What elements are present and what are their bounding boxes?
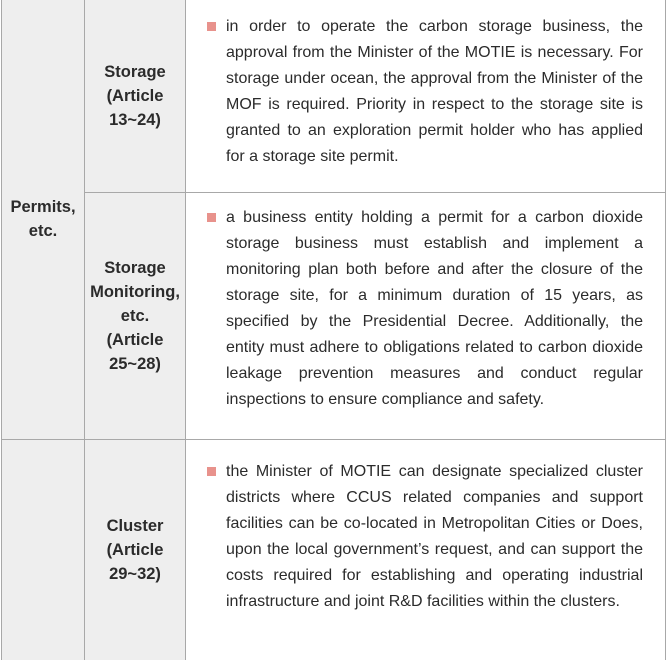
table-row (2, 192, 666, 439)
permits-category-cell (2, 0, 85, 439)
subcategory-label-line: 13~24) (109, 110, 161, 129)
cluster-description-cell (186, 439, 666, 660)
list-item (206, 459, 643, 615)
description-text: a business entity holding a permit for a carbon dioxide storage business must establish and implement a monitoring plan both before and after the closure of the storage site, for a minimum duration of 15 years, as specified by the Presidential Decree. Additionally, the entity must adhere to obligations related to carbon dioxide leakage prevention measures and conduct regular inspections to ensure compliance and safety. (226, 208, 643, 408)
storage-description-cell (186, 0, 666, 192)
storage-subcategory-cell (85, 0, 186, 192)
subcategory-label-line: Monitoring, (90, 282, 180, 301)
subcategory-label-line: Storage (104, 62, 166, 81)
subcategory-label-line: etc. (120, 306, 150, 325)
square-bullet-icon (207, 467, 216, 476)
category-label-line: etc. (28, 222, 58, 241)
subcategory-label-line: 25~28) (109, 354, 161, 373)
subcategory-label-line: Cluster (106, 516, 164, 535)
square-bullet-icon (207, 22, 216, 31)
empty-category-cell (2, 439, 85, 660)
category-label-line: Permits, (10, 198, 76, 217)
table-row (2, 439, 666, 660)
list-item (206, 205, 643, 413)
list-item (206, 14, 643, 170)
subcategory-label-line: 29~32) (109, 564, 161, 583)
subcategory-label-line: (Article (106, 540, 164, 559)
description-text: in order to operate the carbon storage business, the approval from the Minister of the MOTIE is necessary. For storage under ocean, the approval from the Minister of the MOF is required. Priority in respect to the storage site is granted to an exploration permit holder who has applied for a storage site permit. (226, 18, 643, 165)
table-row (2, 0, 666, 192)
subcategory-label-line: Storage (104, 258, 166, 277)
subcategory-label-line: (Article (106, 330, 164, 349)
subcategory-label-line: (Article (106, 86, 164, 105)
square-bullet-icon (207, 213, 216, 222)
cluster-subcategory-cell (85, 439, 186, 660)
storage-monitoring-subcategory-cell (85, 192, 186, 439)
description-text: the Minister of MOTIE can designate specialized cluster districts where CCUS related companies and support facilities can be co-located in Metropolitan Cities or Does, upon the local government’s request, and can support the costs required for establishing and operating industrial infrastructure and joint R&D facilities within the clusters. (226, 462, 643, 610)
law-summary-table (1, 0, 666, 660)
storage-monitoring-description-cell (186, 192, 666, 439)
